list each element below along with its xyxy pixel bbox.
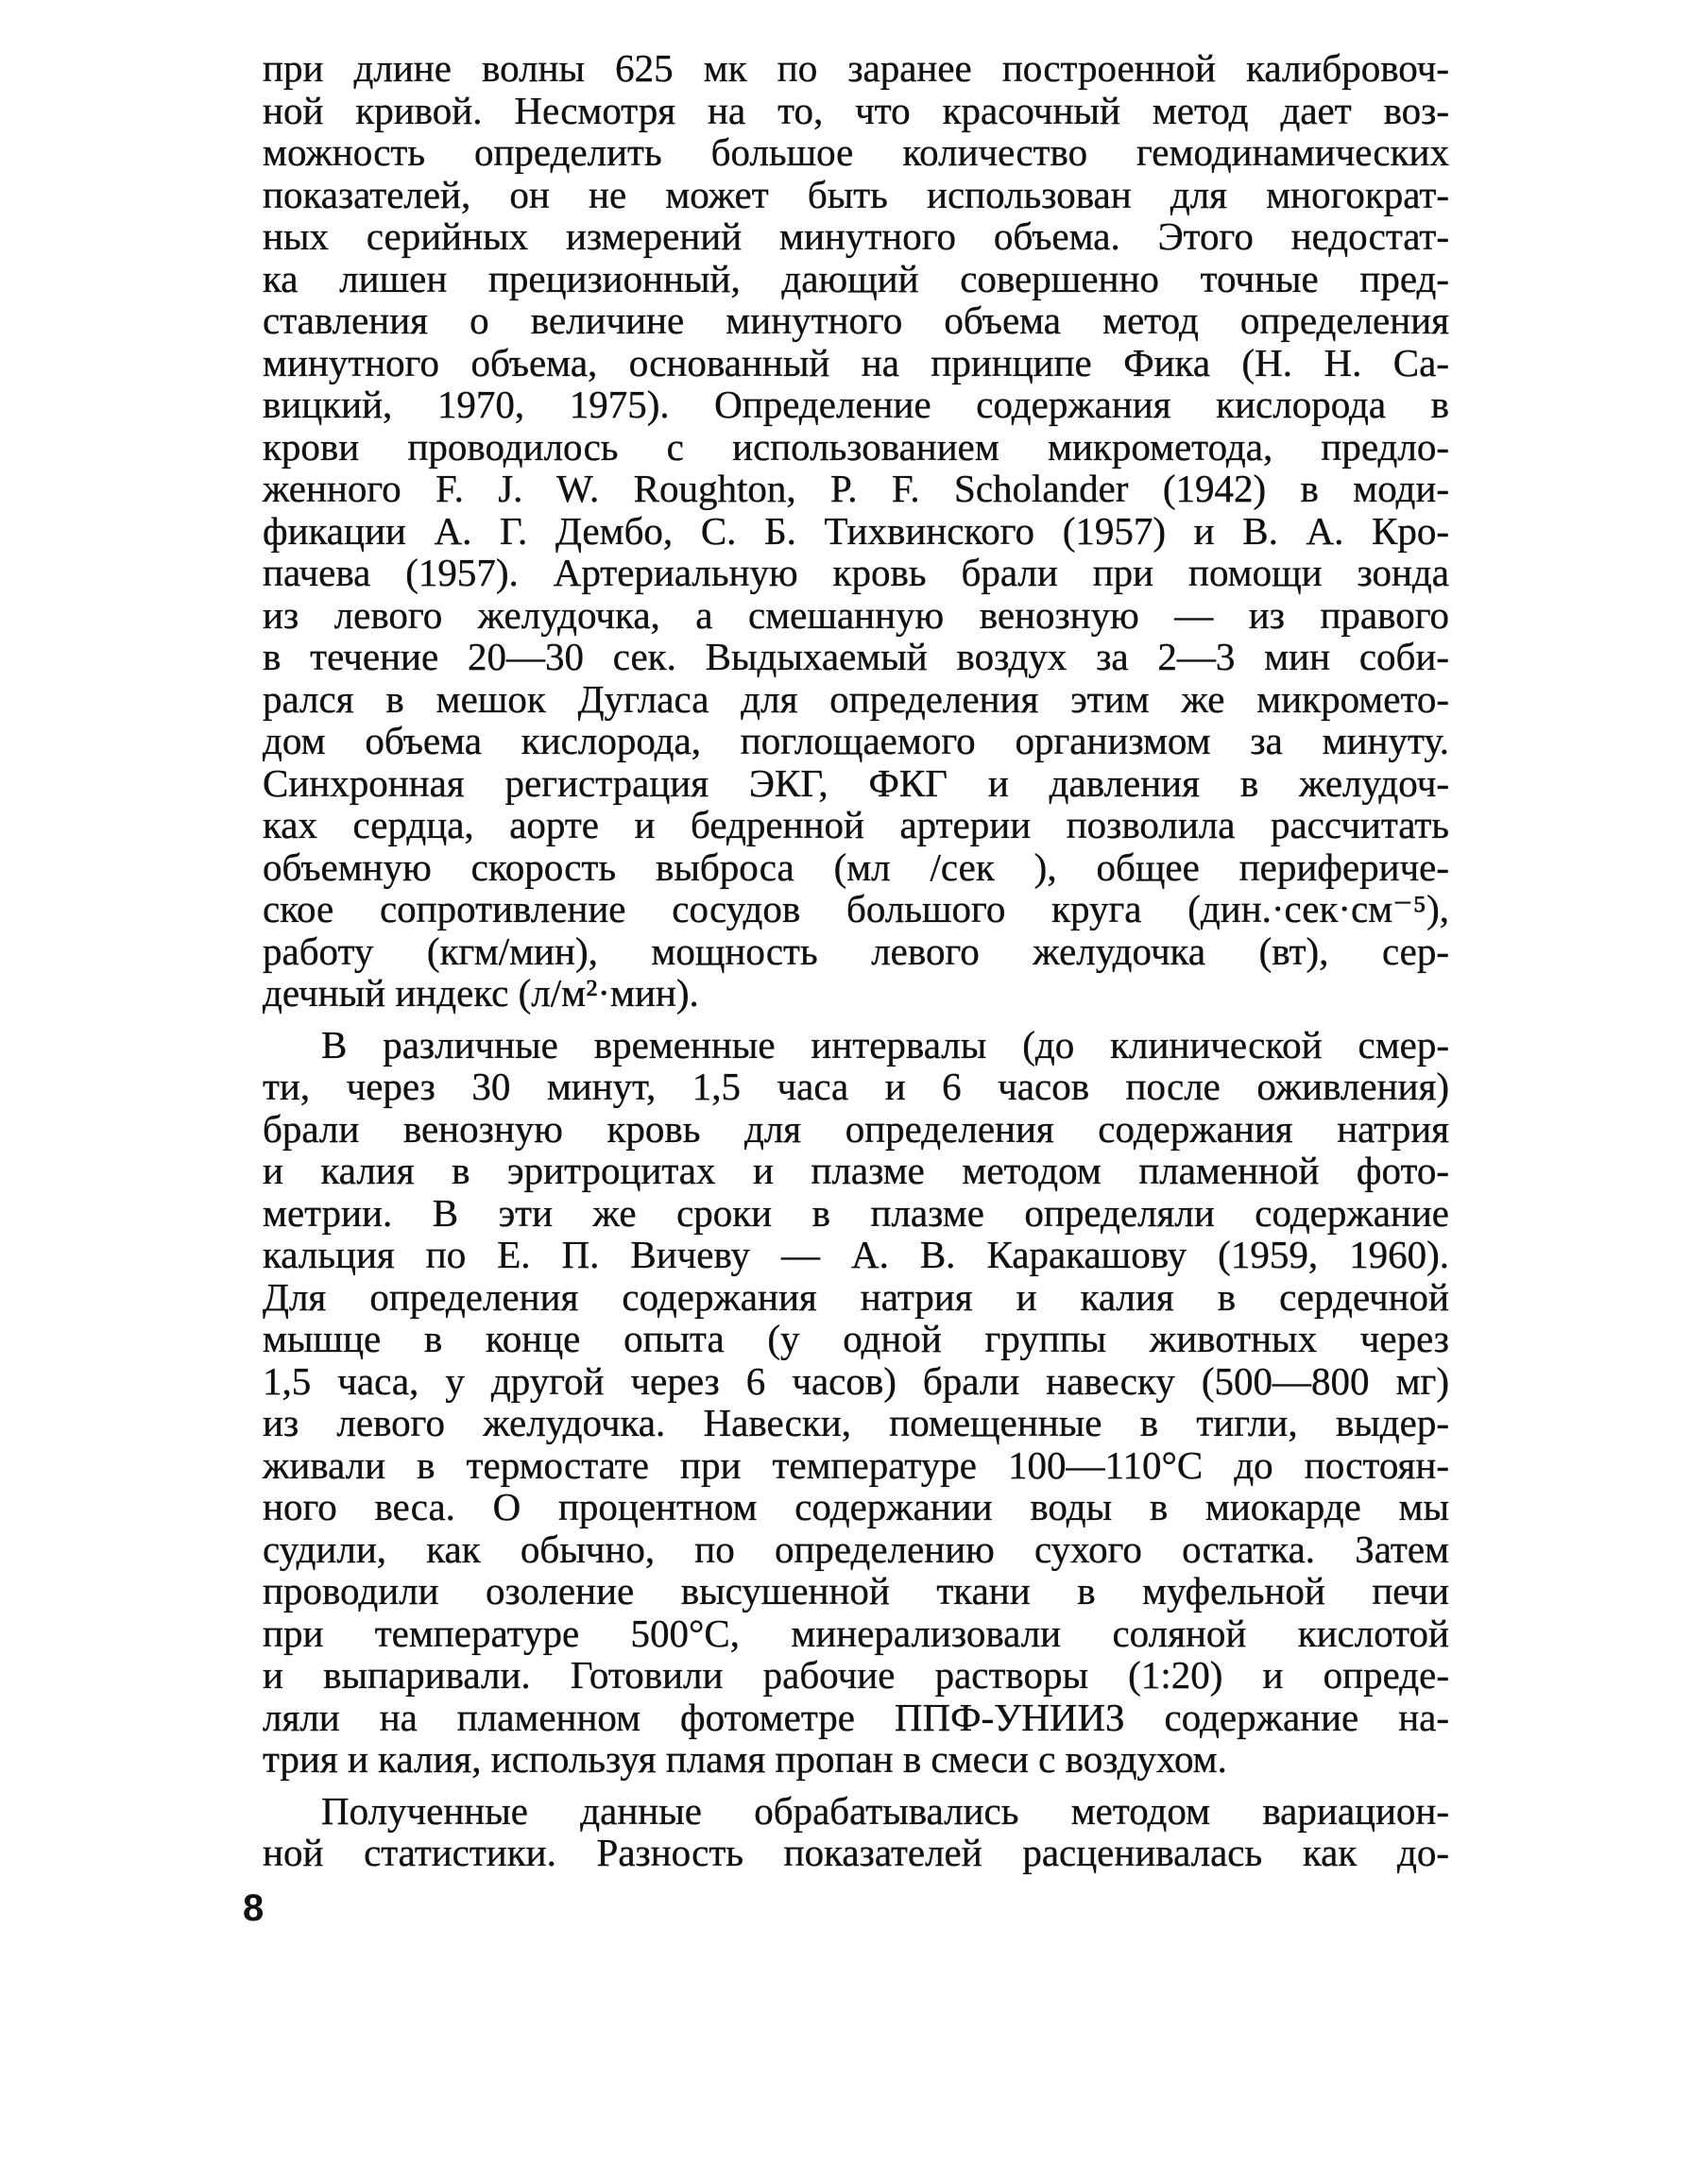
text-line: объемную скорость выброса (мл /сек ), общее перифериче- bbox=[263, 845, 1449, 889]
body-text bbox=[263, 47, 1449, 1874]
text-line: Полученные данные обрабатывались методом вариацион- bbox=[321, 1788, 1449, 1833]
text-line: и калия в эритроцитах и плазме методом пламенной фото- bbox=[263, 1149, 1449, 1192]
text-line: кальция по Е. П. Вичеву — А. В. Каракашову (1959, 1960). bbox=[263, 1233, 1449, 1276]
text-line: при длине волны 625 мк по заранее построенной калибровоч- bbox=[263, 46, 1449, 90]
page-number: 8 bbox=[243, 1887, 265, 1929]
text-line: судили, как обычно, по определению сухого остатка. Затем bbox=[263, 1527, 1449, 1571]
text-line: ной кривой. Несмотря на то, что красочный метод дает воз- bbox=[263, 88, 1449, 132]
text-line: ка лишен прецизионный, дающий совершенно точные пред- bbox=[263, 256, 1449, 300]
text-line: ного веса. О процентном содержании воды в миокарде мы bbox=[263, 1485, 1449, 1528]
text-line: Для определения содержания натрия и калия в сердечной bbox=[263, 1274, 1449, 1319]
text-line: ляли на пламенном фотометре ППФ-УНИИЗ содержание на- bbox=[263, 1695, 1449, 1739]
text-line: ское сопротивление сосудов большого круга (дин.·сек·см⁻⁵), bbox=[263, 887, 1449, 930]
paragraph-3 bbox=[263, 1790, 1449, 1874]
text-line: работу (кгм/мин), мощность левого желудочка (вт), сер- bbox=[263, 929, 1449, 973]
text-line: трия и калия, используя пламя пропан в смеси с воздухом. bbox=[263, 1737, 1227, 1781]
text-line: показателей, он не может быть использован для многократ- bbox=[263, 172, 1449, 216]
text-line: женного F. J. W. Roughton, P. F. Scholander (1942) в моди- bbox=[263, 467, 1449, 510]
text-line: В различные временные интервалы (до клинической смер- bbox=[321, 1022, 1449, 1066]
text-line: живали в термостате при температуре 100—110°С до постоян- bbox=[263, 1442, 1449, 1487]
text-line: вицкий, 1970, 1975). Определение содержания кислорода в bbox=[263, 383, 1449, 426]
text-line: дечный индекс (л/м²·мин). bbox=[263, 971, 699, 1015]
text-line: метрии. В эти же сроки в плазме определяли содержание bbox=[263, 1190, 1449, 1235]
text-line: ставления о величине минутного объема метод определения bbox=[263, 299, 1449, 342]
text-line: можность определить большое количество гемодинамических bbox=[263, 130, 1449, 174]
text-line: из левого желудочка. Навески, помещенные в тигли, выдер- bbox=[263, 1401, 1449, 1444]
text-line: из левого желудочка, а смешанную венозную — из правого bbox=[263, 592, 1449, 637]
text-line: ках сердца, аорте и бедренной артерии позволила рассчитать bbox=[263, 803, 1449, 846]
text-line: ных серийных измерений минутного объема. Этого недостат- bbox=[263, 214, 1449, 258]
text-line: Синхронная регистрация ЭКГ, ФКГ и давления в желудоч- bbox=[263, 760, 1449, 805]
text-line: фикации А. Г. Дембо, С. Б. Тихвинского (1957) и В. А. Кро- bbox=[263, 508, 1449, 553]
text-line: брали венозную кровь для определения содержания натрия bbox=[263, 1106, 1449, 1151]
paragraph-1 bbox=[263, 47, 1449, 1015]
text-line: дом объема кислорода, поглощаемого организмом за минуту. bbox=[263, 719, 1449, 762]
text-line: ной статистики. Разность показателей расценивалась как до- bbox=[263, 1831, 1449, 1874]
paragraph-2 bbox=[263, 1024, 1449, 1781]
text-line: ти, через 30 минут, 1,5 часа и 6 часов после оживления) bbox=[263, 1065, 1449, 1108]
text-line: пачева (1957). Артериальную кровь брали при помощи зонда bbox=[263, 551, 1449, 594]
text-line: крови проводилось с использованием микрометода, предло- bbox=[263, 424, 1449, 469]
paragraph-gap bbox=[263, 1015, 1449, 1024]
text-line: минутного объема, основанный на принципе Фика (Н. Н. Са- bbox=[263, 340, 1449, 384]
text-line: 1,5 часа, у другой через 6 часов) брали навеску (500—800 мг) bbox=[263, 1358, 1449, 1403]
paragraph-gap bbox=[263, 1781, 1449, 1790]
text-line: при температуре 500°С, минерализовали соляной кислотой bbox=[263, 1611, 1449, 1655]
text-line: в течение 20—30 сек. Выдыхаемый воздух за 2—3 мин соби- bbox=[263, 635, 1449, 678]
text-line: рался в мешок Дугласа для определения этим же микромето- bbox=[263, 676, 1449, 721]
text-line: мышце в конце опыта (у одной группы животных через bbox=[263, 1317, 1449, 1360]
text-line: и выпаривали. Готовили рабочие растворы (1:20) и опреде- bbox=[263, 1653, 1449, 1697]
text-line: проводили озоление высушенной ткани в муфельной печи bbox=[263, 1569, 1449, 1612]
